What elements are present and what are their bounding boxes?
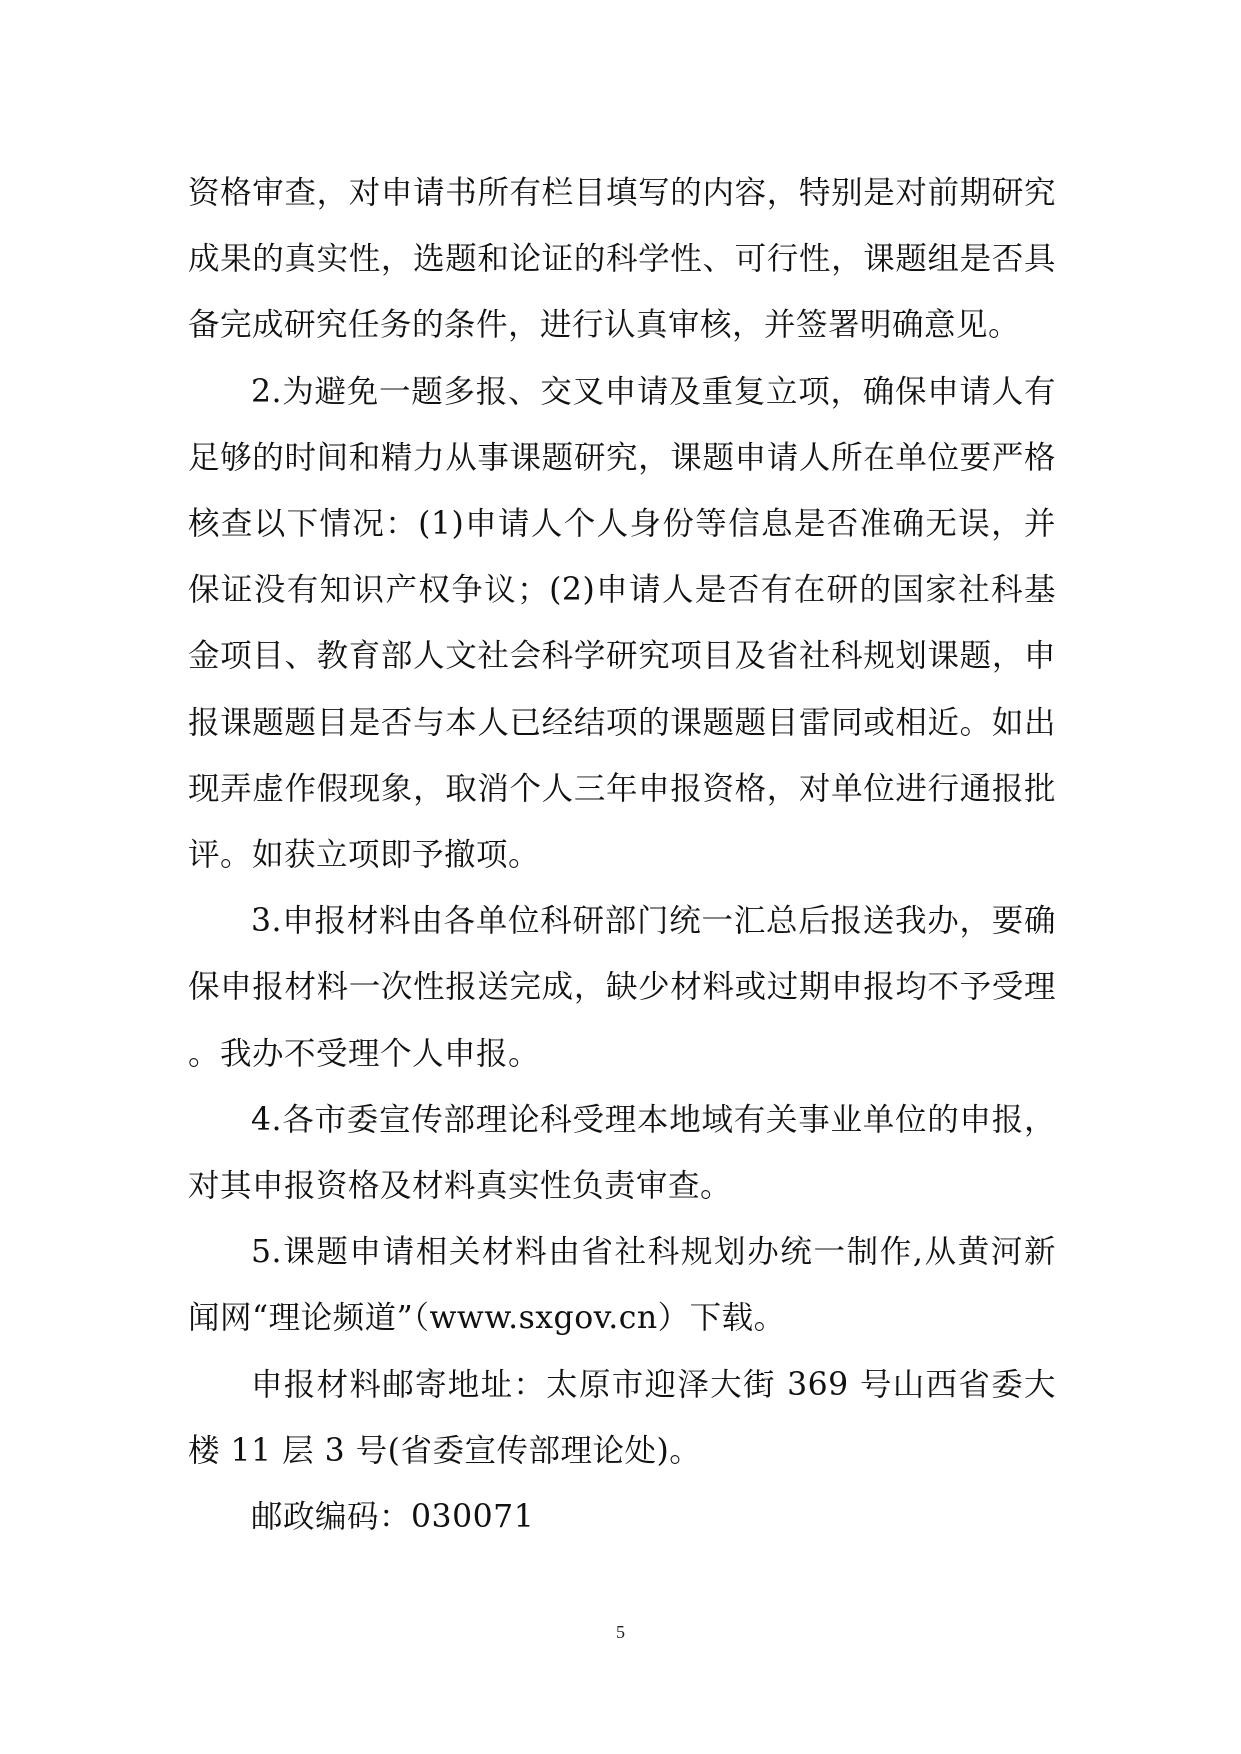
page-number: 5 [616,1622,625,1642]
paragraph-item-2: 2.为避免一题多报、交叉申请及重复立项，确保申请人有足够的时间和精力从事课题研究，课题申请人所在单位要严格核查以下情况：(1)申请人个人身份等信息是否准确无误，并保证没有知识产权争议；(2)申请人是否有在研的国家社科基金项目、教育部人文社会科学研究项目及省社科规划课题，申报课题题目是否与本人已经结项的课题题目雷同或相近。如出现弄虚作假现象，取消个人三年申报资格，对单位进行通报批评。如获立项即予撤项。 [188,373,1056,874]
paragraph-mailing-address: 申报材料邮寄地址：太原市迎泽大街 369 号山西省委大楼 11 层 3 号(省委宣传部理论处)。 [188,1366,1056,1469]
paragraph-item-5: 5.课题申请相关材料由省社科规划办统一制作,从黄河新闻网“理论频道”（www.sxgov.cn）下载。 [188,1234,1056,1337]
paragraph-item-4: 4.各市委宣传部理论科受理本地域有关事业单位的申报，对其申报资格及材料真实性负责审查。 [188,1101,1056,1205]
paragraph-item-3: 3.申报材料由各单位科研部门统一汇总后报送我办，要确保申报材料一次性报送完成，缺少材料或过期申报均不予受理。我办不受理个人申报。 [188,903,1056,1072]
paragraph-review-continuation: 资格审查，对申请书所有栏目填写的内容，特别是对前期研究成果的真实性，选题和论证的科学性、可行性，课题组是否具备完成研究任务的条件，进行认真审核，并签署明确意见。 [188,175,1056,344]
document-body [188,160,1056,1550]
paragraph-postal-code: 邮政编码：030071 [251,1499,535,1536]
